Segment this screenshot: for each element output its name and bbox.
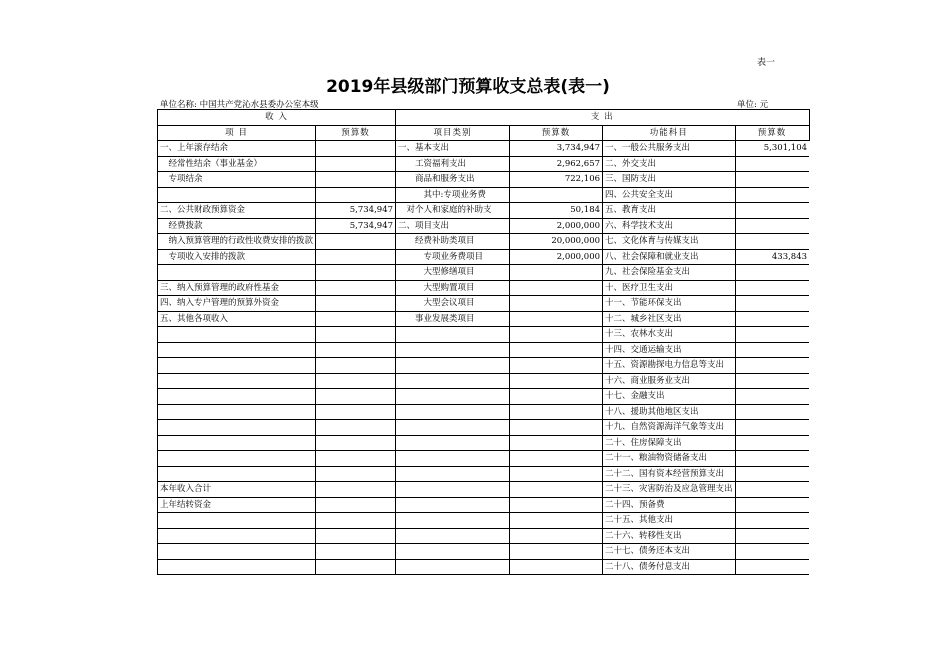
table-cell <box>316 466 396 482</box>
table-cell: 十一、节能环保支出 <box>603 296 736 312</box>
table-row <box>158 249 810 265</box>
table-cell <box>510 559 603 575</box>
table-cell <box>510 482 603 498</box>
table-cell <box>735 420 809 436</box>
currency-unit: 单位: 元 <box>737 100 769 110</box>
table-row <box>158 358 810 374</box>
table-cell <box>316 435 396 451</box>
table-cell: 一、基本支出 <box>396 141 510 157</box>
table-cell <box>316 342 396 358</box>
table-row <box>158 497 810 513</box>
table-cell <box>510 311 603 327</box>
table-cell: 二十八、债务付息支出 <box>603 559 736 575</box>
table-number-tag: 表一 <box>757 58 776 68</box>
table-cell: 四、公共安全支出 <box>603 187 736 203</box>
table-row <box>158 327 810 343</box>
table-cell: 大型会议项目 <box>396 296 510 312</box>
table-cell <box>735 265 809 281</box>
table-cell: 5,734,947 <box>316 218 396 234</box>
table-cell <box>158 358 316 374</box>
table-cell <box>735 296 809 312</box>
table-cell <box>510 187 603 203</box>
table-cell: 5,734,947 <box>316 203 396 219</box>
table-cell: 三、纳入预算管理的政府性基金 <box>158 280 316 296</box>
table-cell <box>316 249 396 265</box>
table-row <box>158 513 810 529</box>
expense-group-header: 支 出 <box>396 110 810 126</box>
table-cell <box>510 513 603 529</box>
table-cell: 十七、金融支出 <box>603 389 736 405</box>
column-header: 预算数 <box>735 125 809 141</box>
table-cell: 工资福利支出 <box>396 156 510 172</box>
table-cell <box>316 172 396 188</box>
table-cell: 二十二、国有资本经营预算支出 <box>603 466 736 482</box>
table-cell <box>735 187 809 203</box>
table-cell <box>316 265 396 281</box>
table-row <box>158 404 810 420</box>
table-cell <box>316 420 396 436</box>
table-row <box>158 373 810 389</box>
table-cell <box>735 482 809 498</box>
table-cell <box>510 373 603 389</box>
table-cell: 四、纳入专户管理的预算外资金 <box>158 296 316 312</box>
table-cell <box>735 466 809 482</box>
table-cell <box>396 559 510 575</box>
budget-summary-table <box>157 109 810 575</box>
table-cell <box>158 187 316 203</box>
table-cell <box>510 528 603 544</box>
table-cell: 经费拨款 <box>158 218 316 234</box>
table-row <box>158 234 810 250</box>
table-cell: 八、社会保障和就业支出 <box>603 249 736 265</box>
table-row <box>158 218 810 234</box>
unit-name: 单位名称: 中国共产党沁水县委办公室本级 <box>160 100 319 110</box>
table-cell <box>396 389 510 405</box>
table-cell <box>396 482 510 498</box>
table-cell: 二十四、预备费 <box>603 497 736 513</box>
table-cell <box>735 528 809 544</box>
table-cell <box>510 327 603 343</box>
table-row <box>158 435 810 451</box>
table-cell: 3,734,947 <box>510 141 603 157</box>
table-cell: 纳入预算管理的行政性收费安排的拨款 <box>158 234 316 250</box>
table-cell <box>396 466 510 482</box>
table-cell <box>158 420 316 436</box>
table-cell: 十八、援助其他地区支出 <box>603 404 736 420</box>
table-cell: 二、项目支出 <box>396 218 510 234</box>
table-cell <box>396 497 510 513</box>
table-cell <box>510 342 603 358</box>
table-cell <box>158 435 316 451</box>
table-cell <box>316 373 396 389</box>
table-cell <box>396 342 510 358</box>
table-cell <box>510 296 603 312</box>
table-row <box>158 141 810 157</box>
table-cell <box>396 451 510 467</box>
table-cell <box>158 451 316 467</box>
table-cell <box>316 528 396 544</box>
table-cell <box>396 327 510 343</box>
table-cell <box>316 296 396 312</box>
column-header: 项目类别 <box>396 125 510 141</box>
table-cell: 二十六、转移性支出 <box>603 528 736 544</box>
column-header: 项 目 <box>158 125 316 141</box>
table-cell: 二十七、债务还本支出 <box>603 544 736 560</box>
table-cell: 专项业务费项目 <box>396 249 510 265</box>
table-cell: 2,000,000 <box>510 249 603 265</box>
table-cell: 专项结余 <box>158 172 316 188</box>
table-cell <box>316 404 396 420</box>
table-cell <box>316 327 396 343</box>
table-row <box>158 482 810 498</box>
table-cell <box>396 358 510 374</box>
table-cell <box>158 342 316 358</box>
table-cell <box>316 311 396 327</box>
table-cell <box>735 280 809 296</box>
table-cell <box>158 528 316 544</box>
table-cell: 五、教育支出 <box>603 203 736 219</box>
table-cell <box>396 420 510 436</box>
table-cell <box>316 544 396 560</box>
table-cell <box>316 513 396 529</box>
table-cell <box>735 544 809 560</box>
table-cell <box>396 544 510 560</box>
table-row <box>158 466 810 482</box>
table-cell <box>158 559 316 575</box>
table-cell <box>316 451 396 467</box>
table-row <box>158 265 810 281</box>
table-cell: 20,000,000 <box>510 234 603 250</box>
table-cell: 722,106 <box>510 172 603 188</box>
table-cell <box>510 497 603 513</box>
table-cell: 对个人和家庭的补助支 <box>396 203 510 219</box>
table-cell <box>316 389 396 405</box>
table-cell: 一、上年滚存结余 <box>158 141 316 157</box>
table-cell <box>510 544 603 560</box>
table-cell <box>316 482 396 498</box>
table-row <box>158 420 810 436</box>
table-cell: 大型购置项目 <box>396 280 510 296</box>
table-row <box>158 544 810 560</box>
table-cell <box>735 435 809 451</box>
income-group-header: 收 入 <box>158 110 396 126</box>
column-header: 预算数 <box>316 125 396 141</box>
table-cell <box>735 203 809 219</box>
page-title: 2019年县级部门预算收支总表(表一) <box>326 77 610 97</box>
table-cell <box>735 451 809 467</box>
table-cell <box>735 373 809 389</box>
table-cell: 2,000,000 <box>510 218 603 234</box>
table-cell: 十二、城乡社区支出 <box>603 311 736 327</box>
table-cell: 商品和服务支出 <box>396 172 510 188</box>
table-cell: 5,301,104 <box>735 141 809 157</box>
table-cell: 二、公共财政预算资金 <box>158 203 316 219</box>
table-cell: 本年收入合计 <box>158 482 316 498</box>
table-cell: 经常性结余（事业基金） <box>158 156 316 172</box>
table-cell: 二十三、灾害防治及应急管理支出 <box>603 482 736 498</box>
table-cell <box>316 559 396 575</box>
table-cell: 十五、资源勘探电力信息等支出 <box>603 358 736 374</box>
table-cell <box>316 141 396 157</box>
table-cell: 二十一、粮油物资储备支出 <box>603 451 736 467</box>
table-cell <box>510 451 603 467</box>
table-cell <box>158 327 316 343</box>
table-row <box>158 342 810 358</box>
table-cell <box>158 404 316 420</box>
table-cell <box>510 265 603 281</box>
table-cell: 专项收入安排的拨款 <box>158 249 316 265</box>
table-cell <box>735 156 809 172</box>
table-cell <box>396 528 510 544</box>
table-cell: 六、科学技术支出 <box>603 218 736 234</box>
table-cell <box>396 435 510 451</box>
table-cell <box>510 435 603 451</box>
table-cell <box>510 404 603 420</box>
table-cell <box>735 404 809 420</box>
table-cell <box>316 280 396 296</box>
table-cell <box>510 466 603 482</box>
table-row <box>158 187 810 203</box>
table-row <box>158 559 810 575</box>
table-cell <box>735 358 809 374</box>
table-row <box>158 280 810 296</box>
table-cell: 2,962,657 <box>510 156 603 172</box>
table-cell <box>396 373 510 389</box>
table-cell <box>510 420 603 436</box>
table-cell <box>735 389 809 405</box>
table-cell: 二、外交支出 <box>603 156 736 172</box>
column-header-row <box>158 125 810 141</box>
table-cell <box>158 389 316 405</box>
table-row <box>158 451 810 467</box>
table-cell <box>396 513 510 529</box>
table-cell <box>735 311 809 327</box>
table-cell: 433,843 <box>735 249 809 265</box>
table-cell <box>158 373 316 389</box>
table-cell: 十、医疗卫生支出 <box>603 280 736 296</box>
table-row <box>158 296 810 312</box>
table-cell: 大型修缮项目 <box>396 265 510 281</box>
table-row <box>158 172 810 188</box>
table-cell <box>158 466 316 482</box>
table-row <box>158 203 810 219</box>
table-cell: 50,184 <box>510 203 603 219</box>
table-cell <box>510 358 603 374</box>
column-header: 功能科目 <box>603 125 736 141</box>
table-cell: 三、国防支出 <box>603 172 736 188</box>
table-body <box>158 141 810 575</box>
table-cell <box>510 389 603 405</box>
table-cell: 上年结转资金 <box>158 497 316 513</box>
table-cell: 其中:专项业务费 <box>396 187 510 203</box>
table-row <box>158 156 810 172</box>
table-cell <box>316 497 396 513</box>
table-cell <box>735 513 809 529</box>
table-cell: 十六、商业服务业支出 <box>603 373 736 389</box>
column-header: 预算数 <box>510 125 603 141</box>
table-cell <box>735 234 809 250</box>
table-cell: 一、一般公共服务支出 <box>603 141 736 157</box>
table-cell: 十四、交通运输支出 <box>603 342 736 358</box>
table-cell: 经费补助类项目 <box>396 234 510 250</box>
table-cell <box>735 172 809 188</box>
table-cell: 七、文化体育与传媒支出 <box>603 234 736 250</box>
table-cell <box>158 265 316 281</box>
table-cell <box>735 559 809 575</box>
table-cell <box>735 327 809 343</box>
table-cell: 十九、自然资源海洋气象等支出 <box>603 420 736 436</box>
table-cell: 事业发展类项目 <box>396 311 510 327</box>
table-cell <box>158 544 316 560</box>
table-cell <box>510 280 603 296</box>
table-cell: 二十、住房保障支出 <box>603 435 736 451</box>
table-row <box>158 311 810 327</box>
table-cell <box>316 187 396 203</box>
table-cell <box>735 497 809 513</box>
table-cell <box>735 218 809 234</box>
table-cell: 九、社会保险基金支出 <box>603 265 736 281</box>
table-cell: 五、其他各项收入 <box>158 311 316 327</box>
table-cell <box>158 513 316 529</box>
table-cell: 十三、农林水支出 <box>603 327 736 343</box>
table-cell: 二十五、其他支出 <box>603 513 736 529</box>
table-cell <box>396 404 510 420</box>
table-cell <box>316 358 396 374</box>
table-cell <box>735 342 809 358</box>
table-cell <box>316 234 396 250</box>
table-cell <box>316 156 396 172</box>
table-row <box>158 528 810 544</box>
table-row <box>158 389 810 405</box>
group-header-row <box>158 110 810 126</box>
